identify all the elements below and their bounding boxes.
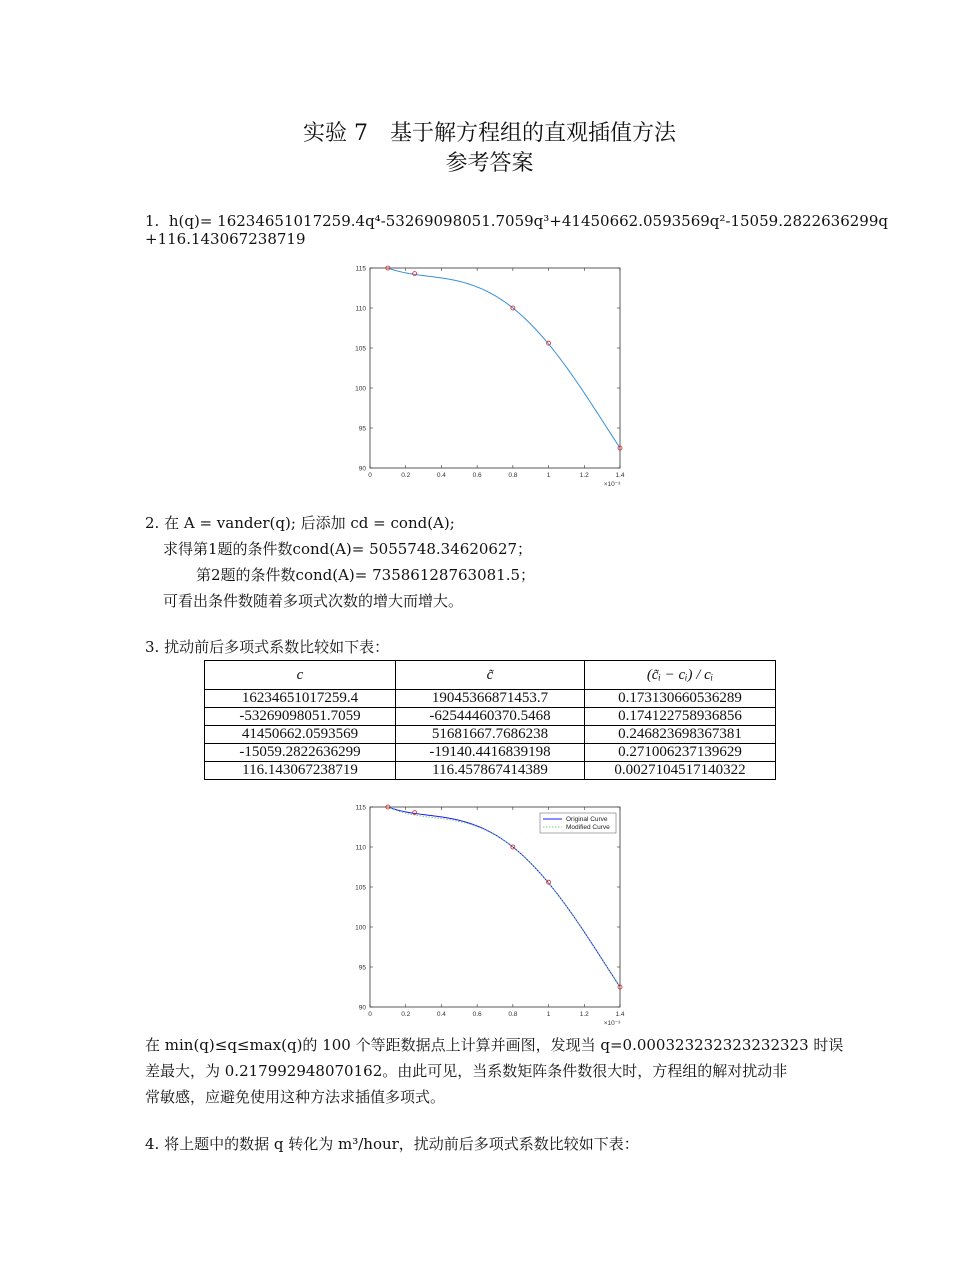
x-tick-label: 0.8: [508, 1011, 518, 1018]
q3-conclusion-line3: 常敏感，应避免使用这种方法求插值多项式。: [145, 1088, 446, 1106]
table-cell: -19140.4416839198: [396, 744, 585, 762]
table-header-row: [205, 661, 776, 690]
plot-area: [370, 268, 620, 468]
q3-conclusion-line2: 差最大，为 0.217992948070162。由此可见，当系数矩阵条件数很大时，方程组的解对扰动非: [145, 1062, 788, 1080]
q4-intro: 4. 将上题中的数据 q 转化为 m³/hour，扰动前后多项式系数比较如下表：: [145, 1135, 639, 1153]
table-cell: 0.271006237139629: [585, 744, 776, 762]
y-tick-label: 105: [355, 345, 366, 353]
legend-label: Original Curve: [566, 816, 608, 824]
table-cell: -15059.2822636299: [205, 744, 396, 762]
y-tick-label: 95: [358, 425, 366, 433]
x-tick-label: 0.2: [401, 472, 411, 479]
page-subtitle: 参考答案: [445, 151, 534, 176]
y-tick-label: 95: [358, 964, 366, 972]
y-tick-label: 90: [358, 1004, 366, 1012]
q2-line3: 第2题的条件数cond(A)= 73586128763081.5；: [196, 566, 536, 584]
table-cell: 51681667.7686238: [396, 726, 585, 744]
q1-formula-line2: +116.143067238719: [145, 230, 306, 248]
x-tick-label: 1.2: [579, 472, 589, 479]
y-tick-label: 110: [355, 844, 366, 852]
q2-line2: 求得第1题的条件数cond(A)= 5055748.34620627；: [163, 540, 533, 558]
col-header-c-tilde: c̃: [396, 661, 585, 690]
y-tick-label: 105: [355, 884, 366, 892]
x-tick-label: 1: [546, 472, 551, 479]
table-row: [205, 744, 776, 762]
table-row: [205, 726, 776, 744]
x-tick-label: 0.8: [508, 472, 518, 479]
table-cell: 116.143067238719: [205, 762, 396, 780]
table-cell: 0.174122758936856: [585, 708, 776, 726]
table-cell: 0.0027104517140322: [585, 762, 776, 780]
y-tick-label: 110: [355, 305, 366, 313]
page-title: 实验 7 基于解方程组的直观插值方法: [303, 121, 676, 146]
y-tick-label: 115: [355, 804, 366, 812]
q3-intro: 3. 扰动前后多项式系数比较如下表：: [145, 638, 390, 656]
table-cell: -62544460370.5468: [396, 708, 585, 726]
table-row: [205, 690, 776, 708]
chart-2: [330, 797, 630, 1031]
x-tick-label: 0.6: [472, 472, 482, 479]
table-cell: 116.457867414389: [396, 762, 585, 780]
col-header-rel-error: (c̃ᵢ − cᵢ) / cᵢ: [585, 661, 776, 690]
x-tick-label: 0.4: [436, 472, 446, 479]
x-exponent-label: ×10⁻³: [603, 481, 621, 488]
table-row: [205, 762, 776, 780]
y-tick-label: 100: [355, 924, 366, 932]
x-tick-label: 1.4: [615, 1011, 625, 1018]
x-tick-label: 1: [546, 1011, 551, 1018]
x-tick-label: 0.4: [436, 1011, 446, 1018]
plot-area: [370, 807, 620, 1007]
col-header-c: c: [205, 661, 396, 690]
q3-conclusion-line1: 在 min(q)≤q≤max(q)的 100 个等距数据点上计算并画图，发现当 q=0.000323232323232323 时误: [145, 1036, 844, 1054]
x-tick-label: 0: [368, 472, 372, 479]
chart-1: [330, 258, 630, 492]
x-exponent-label: ×10⁻³: [603, 1020, 621, 1027]
table-row: [205, 708, 776, 726]
q2-line4: 可看出条件数随着多项式次数的增大而增大。: [163, 592, 464, 610]
y-tick-label: 100: [355, 385, 366, 393]
y-tick-label: 90: [358, 465, 366, 473]
coefficient-table: [204, 660, 776, 780]
x-tick-label: 0.6: [472, 1011, 482, 1018]
table-cell: 19045366871453.7: [396, 690, 585, 708]
x-tick-label: 1.2: [579, 1011, 589, 1018]
y-tick-label: 115: [355, 265, 366, 273]
table-cell: -53269098051.7059: [205, 708, 396, 726]
q1-formula: h(q)= 16234651017259.4q⁴-53269098051.7059q³+41450662.0593569q²-15059.2822636299q: [168, 212, 888, 230]
table-cell: 16234651017259.4: [205, 690, 396, 708]
chart-legend: [540, 813, 616, 833]
q1-number: 1.: [145, 212, 160, 230]
table-cell: 41450662.0593569: [205, 726, 396, 744]
x-tick-label: 0: [368, 1011, 372, 1018]
legend-label: Modified Curve: [566, 824, 610, 832]
q2-line1: 2. 在 A = vander(q); 后添加 cd = cond(A);: [145, 514, 455, 532]
table-cell: 0.246823698367381: [585, 726, 776, 744]
x-tick-label: 0.2: [401, 1011, 411, 1018]
x-tick-label: 1.4: [615, 472, 625, 479]
table-cell: 0.173130660536289: [585, 690, 776, 708]
